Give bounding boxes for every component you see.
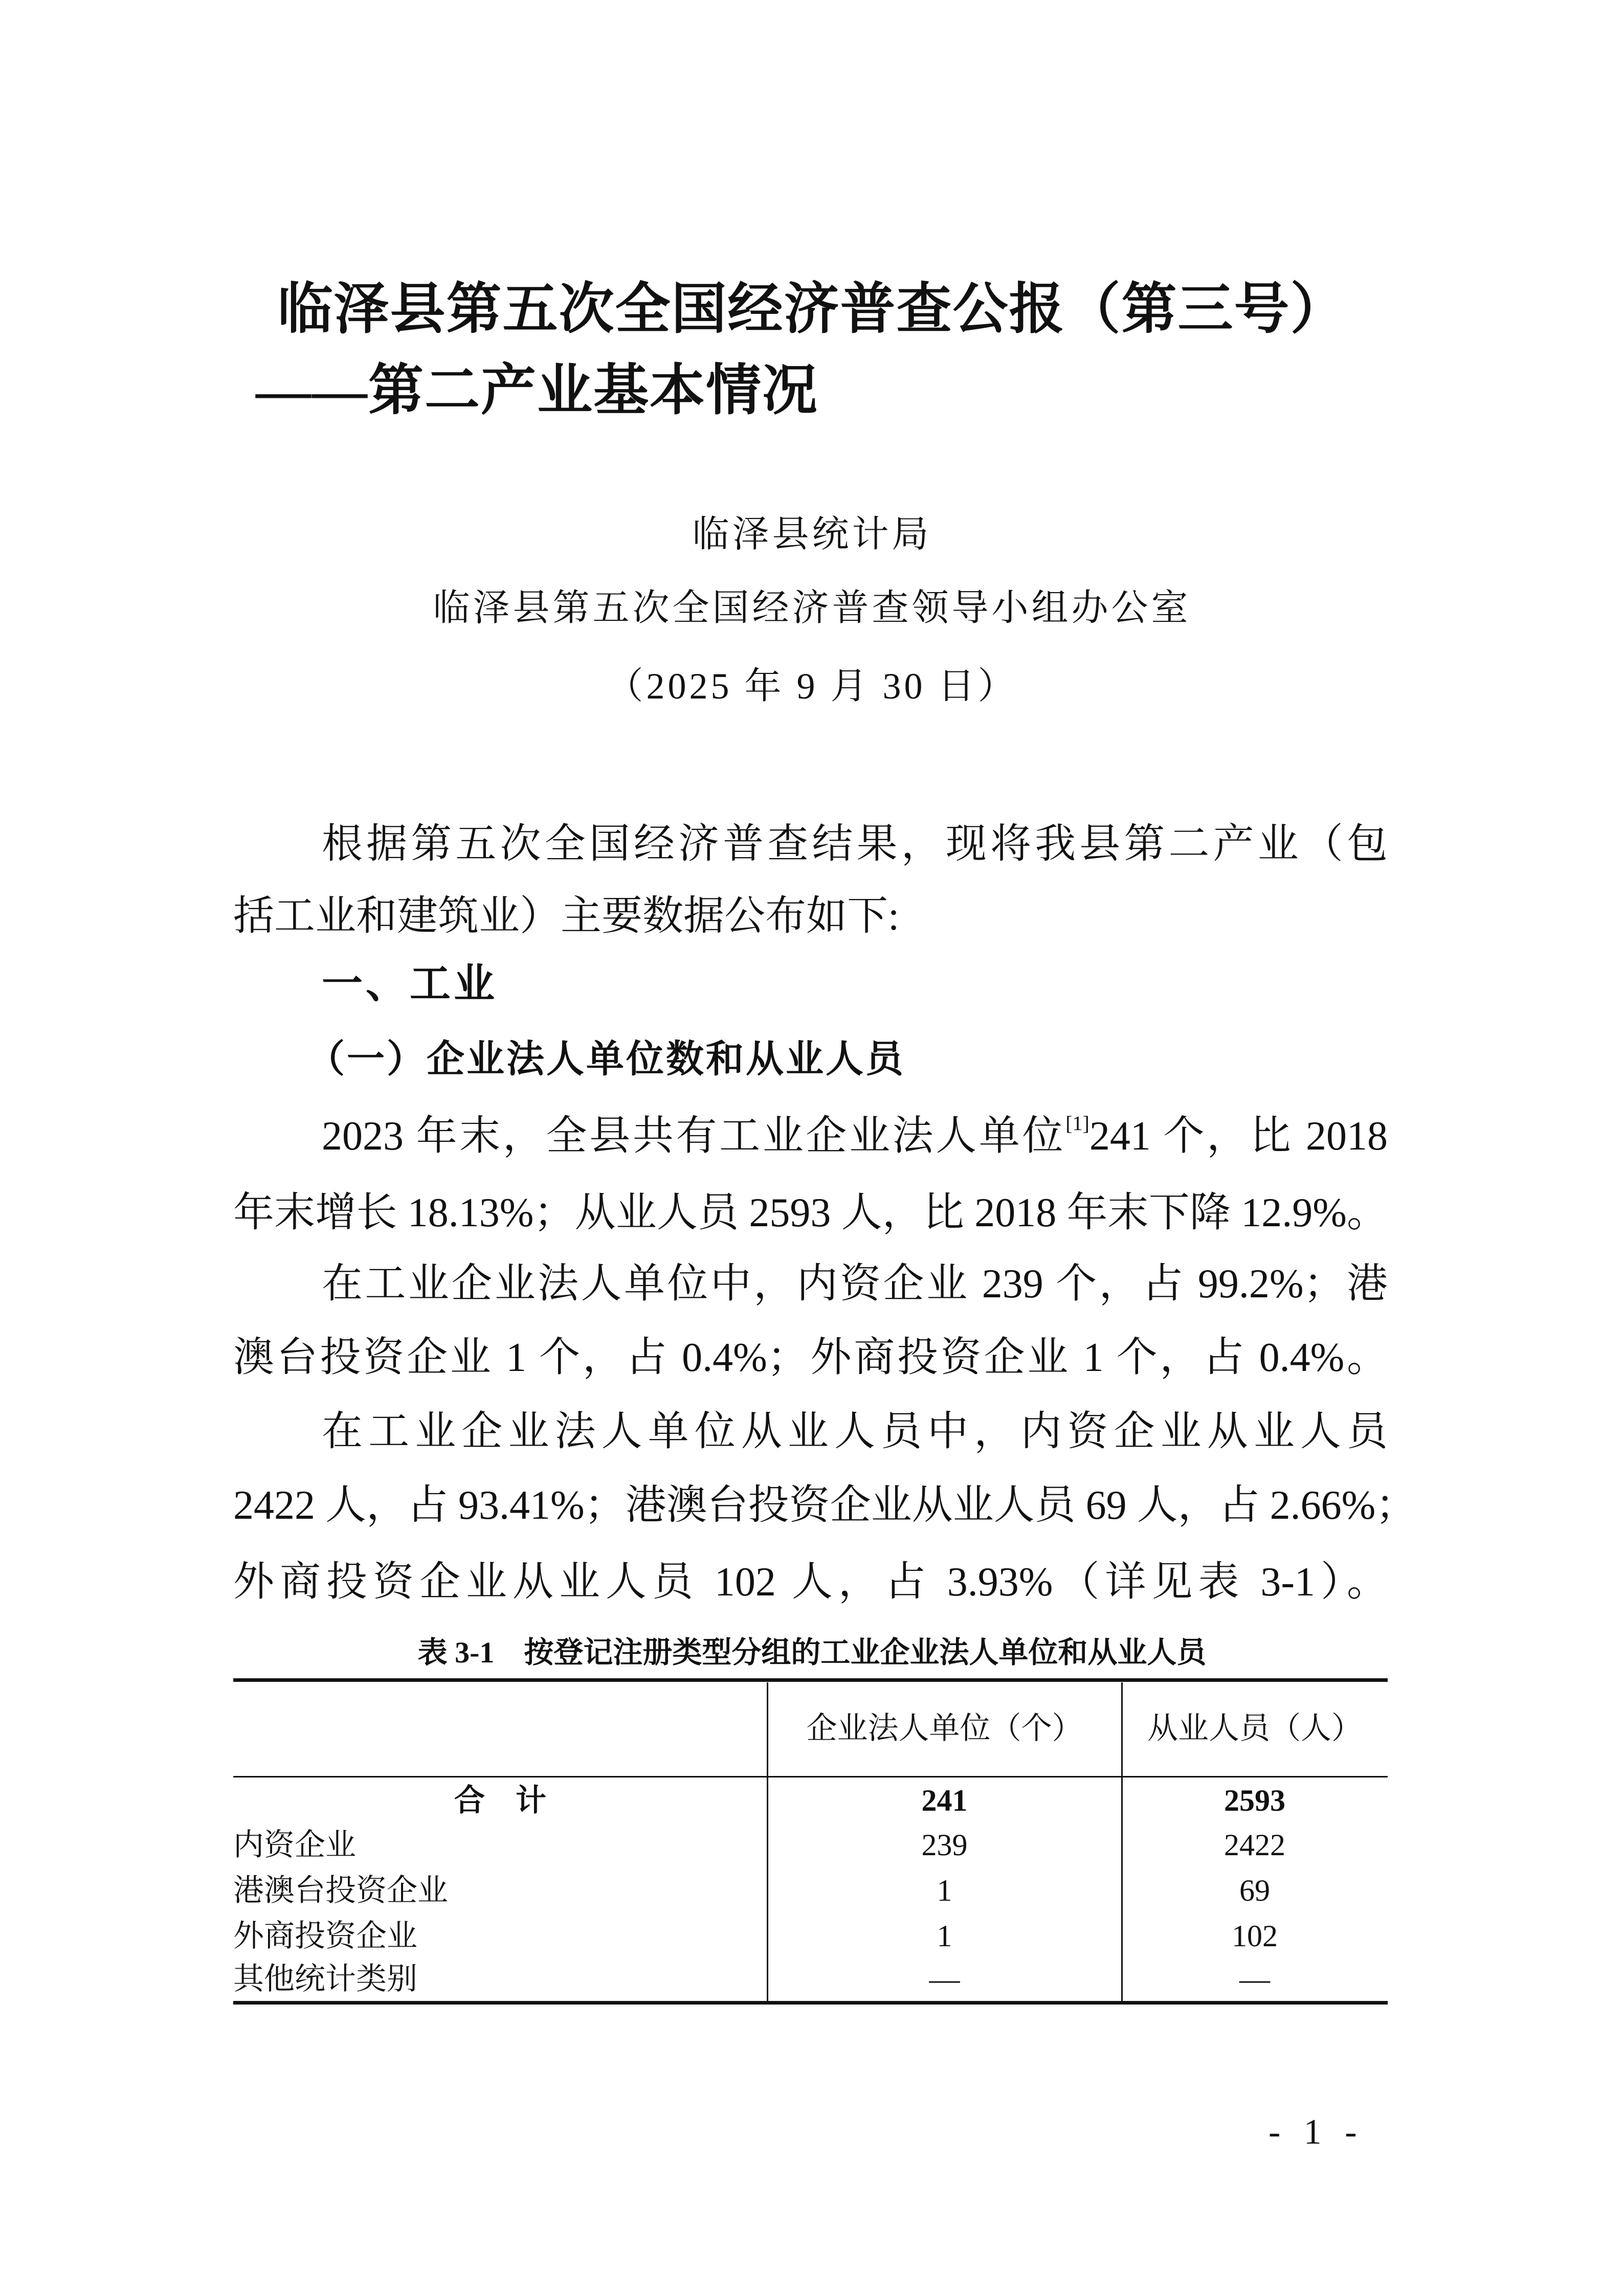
table-cell-units: 1 (937, 1919, 952, 1953)
paragraph-line: 外商投资企业从业人员 102 人，占 3.93%（详见表 3-1）。 (233, 1560, 1388, 1605)
table-cell-employees: 2422 (1224, 1828, 1285, 1862)
table-cell-units: 239 (921, 1828, 968, 1862)
intro-line: 根据第五次全国经济普查结果，现将我县第二产业（包 (322, 822, 1388, 867)
issuer-statistics-bureau: 临泽县统计局 (692, 514, 932, 555)
paragraph-line: 澳台投资企业 1 个，占 0.4%；外商投资企业 1 个，占 0.4%。 (233, 1335, 1388, 1380)
table-top-rule (233, 1678, 1388, 1682)
issuer-census-office: 临泽县第五次全国经济普查领导小组办公室 (433, 588, 1191, 628)
paragraph-line: 年末增长 18.13%；从业人员 2593 人，比 2018 年末下降 12.9%。 (233, 1190, 1388, 1235)
table-cell-employees: 2593 (1224, 1784, 1285, 1817)
paragraph-text: 241 个，比 2018 (1089, 1114, 1388, 1159)
table-cell-employees: 69 (1239, 1874, 1270, 1907)
table-header-units: 企业法人单位（个） (806, 1712, 1083, 1745)
section-heading-industry: 一、工业 (322, 962, 498, 1007)
table-caption: 表 3-1 按登记注册类型分组的工业企业法人单位和从业人员 (417, 1636, 1207, 1669)
table-cell-label: 其他统计类别 (233, 1962, 417, 1996)
table-cell-units: — (929, 1962, 960, 1996)
table-cell-label: 港澳台投资企业 (233, 1874, 448, 1907)
table-cell-label: 合 计 (454, 1784, 546, 1817)
paragraph-line: 在工业企业法人单位从业人员中，内资企业从业人员 (322, 1409, 1388, 1454)
footnote-marker[interactable]: [1] (1065, 1112, 1089, 1135)
table-header-rule (233, 1776, 1388, 1777)
paragraph-line: 在工业企业法人单位中，内资企业 239 个，占 99.2%；港 (322, 1262, 1388, 1307)
table-cell-employees: — (1239, 1962, 1270, 1996)
paragraph-line (322, 1108, 1388, 1164)
paragraph-line: 2422 人，占 93.41%；港澳台投资企业从业人员 69 人，占 2.66%； (233, 1483, 1417, 1528)
paragraph-text: 2023 年末，全县共有工业企业法人单位 (322, 1114, 1066, 1159)
document-title-line1: 临泽县第五次全国经济普查公报（第三号） (277, 279, 1347, 340)
table-cell-units: 241 (921, 1784, 968, 1817)
table-header-employees: 从业人员（人） (1147, 1712, 1362, 1745)
document-title-line2: ——第二产业基本情况 (256, 361, 819, 421)
table-cell-units: 1 (937, 1874, 952, 1907)
table-cell-employees: 102 (1232, 1919, 1278, 1953)
subsection-heading-units-employees: （一）企业法人单位数和从业人员 (307, 1039, 905, 1081)
issue-date: （2025 年 9 月 30 日） (606, 666, 1018, 707)
table-cell-label: 内资企业 (233, 1828, 356, 1862)
table-bottom-rule (233, 2001, 1388, 2005)
table-cell-label: 外商投资企业 (233, 1919, 417, 1953)
intro-line: 括工业和建筑业）主要数据公布如下: (233, 894, 900, 939)
page-number: - 1 - (1269, 2112, 1364, 2152)
